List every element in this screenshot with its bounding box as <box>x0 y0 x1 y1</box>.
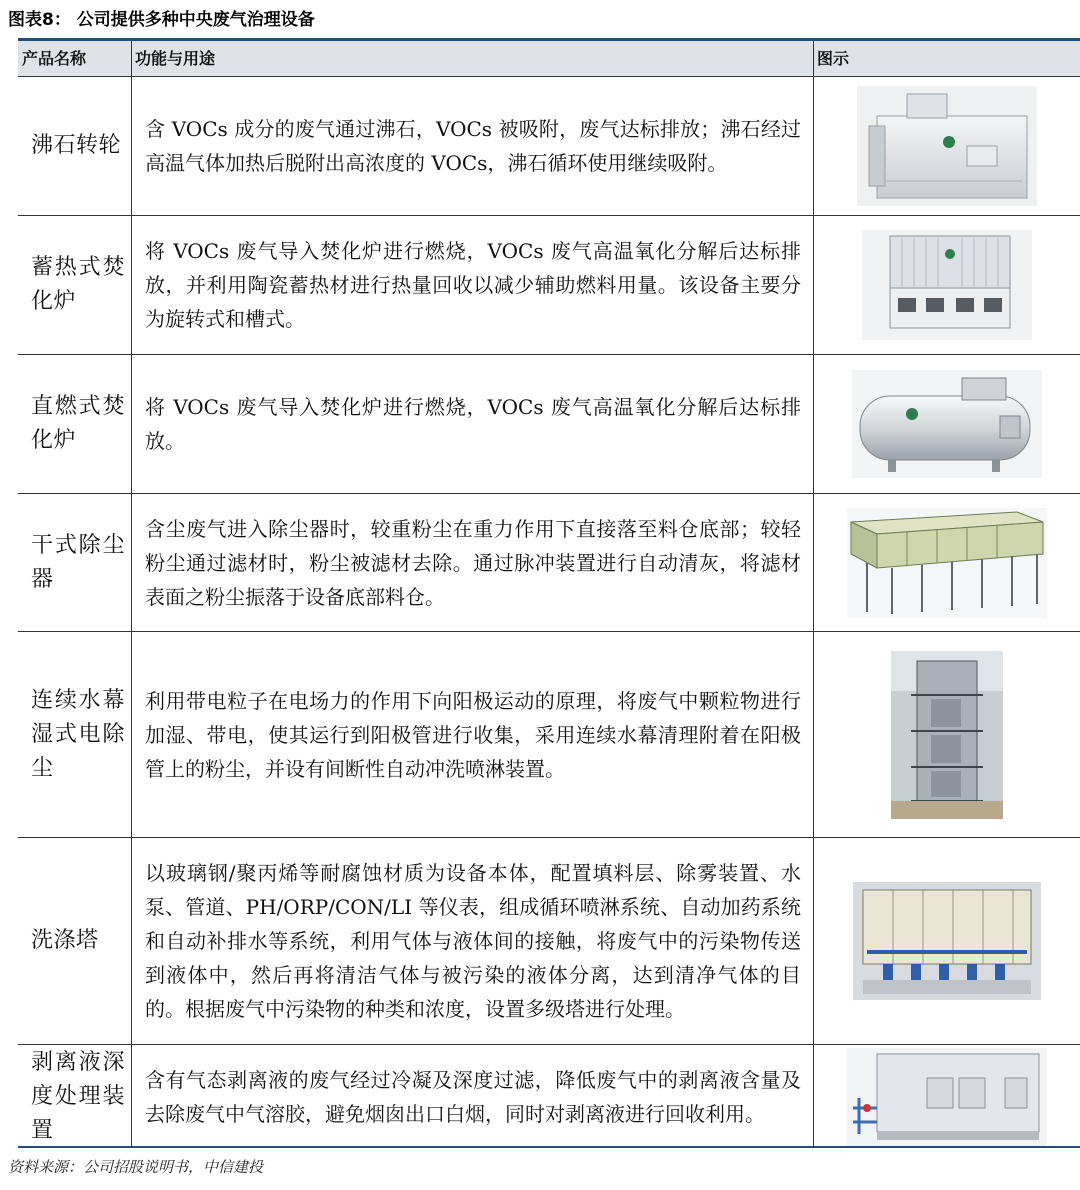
table-row <box>18 1045 1080 1148</box>
figure-title: 图表8： 公司提供多种中央废气治理设备 <box>8 10 315 30</box>
product-name: 连续水幕湿式电除尘 <box>31 687 125 781</box>
header-product-name: 产品名称 <box>22 49 87 68</box>
product-name-cell <box>18 494 131 631</box>
product-description: 以玻璃钢/聚丙烯等耐腐蚀材质为设备本体，配置填料层、除雾装置、水泵、管道、PH/ORP/CON/LI 等仪表，组成循环喷淋系统、自动加药系统和自动补排水等系统，利用气体与液体间的接触，将废气中的污染物传送到液体中，然后再将清洁气体与被污染的液体分离，达到清净气体的目的。根据废气中污染物的种类和浓度，设置多级塔进行处理。 <box>145 861 801 1021</box>
column-divider <box>131 41 132 1148</box>
table-row <box>18 77 1080 216</box>
source-note: 资料来源：公司招股说明书，中信建投 <box>8 1158 264 1176</box>
product-name: 剥离液深度处理装置 <box>31 1049 125 1143</box>
table-row <box>18 632 1080 838</box>
product-description: 含 VOCs 成分的废气通过沸石，VOCs 被吸附，废气达标排放；沸石经过高温气体加热后脱附出高浓度的 VOCs，沸石循环使用继续吸附。 <box>145 117 801 175</box>
description-cell <box>131 632 813 837</box>
column-divider <box>813 41 814 1148</box>
stripper-liquid-treatment-unit-photo-icon <box>847 1048 1047 1146</box>
dry-dust-collector-photo-icon <box>847 508 1047 618</box>
image-cell <box>814 216 1080 354</box>
product-name-cell <box>18 1045 131 1148</box>
equipment-table <box>18 38 1080 1148</box>
product-description: 将 VOCs 废气导入焚化炉进行燃烧，VOCs 废气高温氧化分解后达标排放，并利用陶瓷蓄热材进行热量回收以减少辅助燃料用量。该设备主要分为旋转式和槽式。 <box>145 239 801 331</box>
description-cell <box>131 838 813 1044</box>
product-name-cell <box>18 355 131 493</box>
product-description: 利用带电粒子在电场力的作用下向阳极运动的原理，将废气中颗粒物进行加湿、带电，使其运行到阳极管进行收集，采用连续水幕清理附着在阳极管上的粉尘，并设有间断性自动冲洗喷淋装置。 <box>145 688 801 781</box>
product-description: 含有气态剥离液的废气经过冷凝及深度过滤，降低废气中的剥离液含量及去除废气中气溶胶，避免烟囱出口白烟，同时对剥离液进行回收利用。 <box>145 1067 801 1126</box>
image-cell <box>814 1045 1080 1148</box>
image-cell <box>814 355 1080 493</box>
product-name-cell <box>18 216 131 354</box>
description-cell <box>131 77 813 215</box>
image-cell <box>814 838 1080 1044</box>
product-name: 直燃式焚化炉 <box>31 394 125 453</box>
header-image: 图示 <box>817 49 850 68</box>
direct-fired-incinerator-photo-icon <box>852 370 1042 478</box>
description-cell <box>131 494 813 631</box>
product-name: 洗涤塔 <box>31 928 99 953</box>
product-name-cell <box>18 77 131 215</box>
scrubber-tower-photo-icon <box>853 882 1041 1000</box>
header-function: 功能与用途 <box>135 49 216 68</box>
table-row <box>18 494 1080 632</box>
product-name: 干式除尘器 <box>31 532 125 592</box>
table-row <box>18 838 1080 1045</box>
image-cell <box>814 77 1080 215</box>
zeolite-rotor-unit-photo-icon <box>857 86 1037 206</box>
description-cell <box>131 216 813 354</box>
product-name: 沸石转轮 <box>31 133 122 158</box>
table-row <box>18 216 1080 355</box>
description-cell <box>131 1045 813 1148</box>
wet-electrostatic-precipitator-photo-icon <box>891 651 1003 819</box>
regenerative-incinerator-photo-icon <box>862 230 1032 340</box>
image-cell <box>814 632 1080 837</box>
product-name: 蓄热式焚化炉 <box>31 255 125 314</box>
product-description: 将 VOCs 废气导入焚化炉进行燃烧，VOCs 废气高温氧化分解后达标排放。 <box>145 395 801 453</box>
product-name-cell <box>18 838 131 1044</box>
table-row <box>18 355 1080 494</box>
image-cell <box>814 494 1080 631</box>
product-description: 含尘废气进入除尘器时，较重粉尘在重力作用下直接落至料仓底部；较轻粉尘通过滤材时，粉尘被滤材去除。通过脉冲装置进行自动清灰，将滤材表面之粉尘振落于设备底部料仓。 <box>145 516 801 609</box>
table-header <box>18 41 1080 77</box>
description-cell <box>131 355 813 493</box>
product-name-cell <box>18 632 131 837</box>
